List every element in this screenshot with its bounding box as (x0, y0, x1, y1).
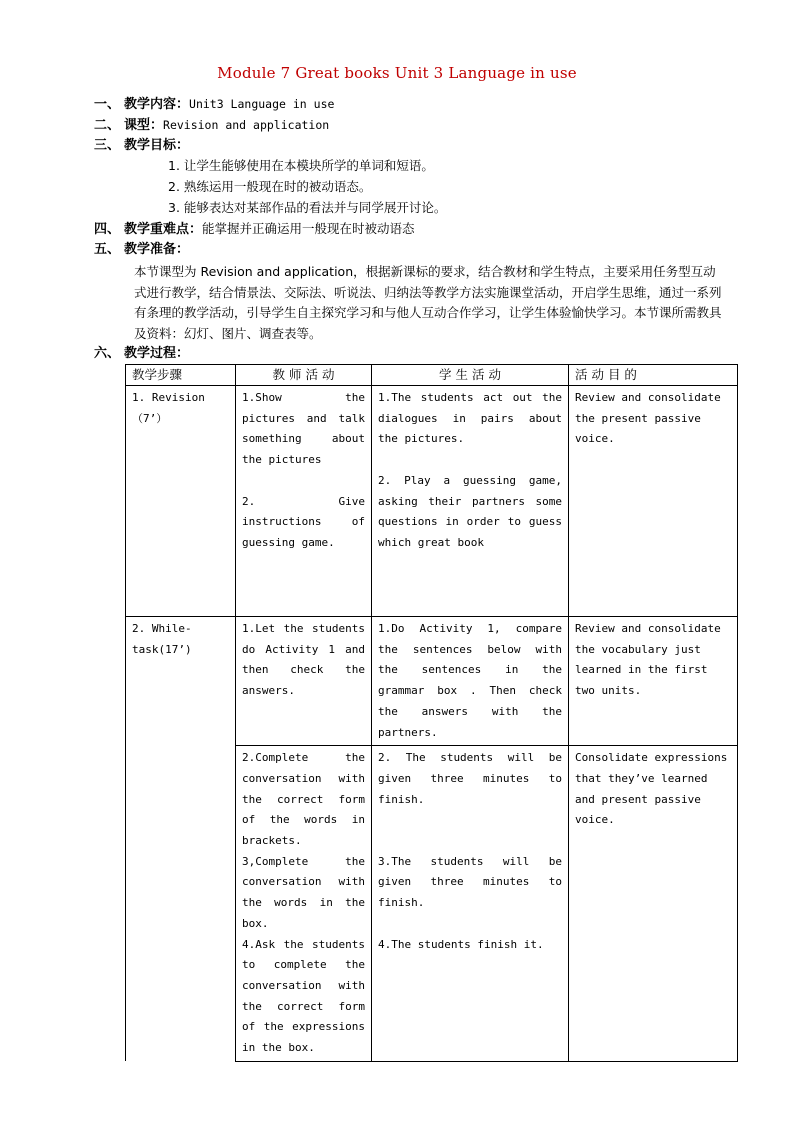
cell-purpose (569, 617, 738, 746)
student-activity: 1.The students act out the dialogues in pairs about the pictures. (378, 391, 562, 446)
purpose-text: Review and consolidate the present passive voice. (575, 391, 721, 446)
cell-purpose (569, 386, 738, 617)
cell-purpose (569, 746, 738, 1062)
section-number: 一、 (94, 97, 121, 112)
table-row (126, 617, 738, 746)
cell-student (372, 617, 569, 746)
goal-item: 1. 让学生能够使用在本模块所学的单词和短语。 (168, 158, 434, 173)
student-activity: 4.The students finish it. (378, 937, 544, 951)
purpose-text: Review and consolidate the vocabulary just learned in the first two units. (575, 622, 721, 698)
student-activity: 2. Play a guessing game, asking their partners some questions in order to guess which great book (378, 473, 562, 549)
section-label: 教学过程： (124, 346, 190, 361)
teacher-activity: 4.Ask the students to complete the conversation with the correct form of the expressions in the box. (242, 937, 365, 1055)
section-number: 二、 (94, 118, 121, 133)
goal-item: 2. 熟练运用一般现在时的被动语态。 (168, 179, 372, 194)
document-title: Module 7 Great books Unit 3 Language in use (217, 64, 577, 82)
section-value: Unit3 Language in use (189, 97, 335, 111)
section-label: 教学准备： (124, 242, 190, 257)
teacher-activity: 1.Show the pictures and talk something about the pictures (242, 391, 365, 467)
section-label: 教学重难点： (124, 222, 203, 237)
cell-teacher (236, 386, 372, 617)
teacher-activity: 2. Give instructions of guessing game. (242, 494, 365, 549)
section-label: 教学内容： (124, 97, 190, 112)
prep-paragraph: 本节课型为 Revision and application，根据新课标的要求，结合教材和学生特点，主要采用任务型互动式进行教学，结合情景法、交际法、听说法、归纳法等教学方法实施课堂活动，开启学生思维，通过一系列有条理的教学活动，引导学生自主探究学习和与他人互动合作学习，让学生体验愉快学习。本节课所需教具及资料：幻灯、图片、调查表等。 (134, 264, 722, 341)
teacher-activity: 3,Complete the conversation with the words in the box. (242, 854, 365, 930)
cell-step (126, 617, 236, 1062)
section-label: 教学目标： (124, 138, 190, 153)
header-teacher: 教 师 活 动 (236, 365, 372, 386)
section-prep (94, 240, 189, 260)
section-goals (94, 136, 189, 156)
section-value: 能掌握并正确运用一般现在时被动语态 (202, 221, 415, 236)
section-label: 课型： (124, 118, 164, 133)
section-number: 五、 (94, 242, 121, 257)
student-activity: 3.The students will be given three minutes to finish. (378, 854, 562, 910)
student-activity: 1.Do Activity 1, compare the sentences below with the sentences in the grammar box . Then check the answers with the partners. (378, 622, 562, 739)
step-text: 2. While-task(17’) (132, 622, 192, 656)
section-number: 三、 (94, 138, 121, 153)
table-row (126, 386, 738, 617)
cell-student (372, 386, 569, 617)
cell-step (126, 386, 236, 617)
goal-item: 3. 能够表达对某部作品的看法并与同学展开讨论。 (168, 200, 447, 215)
student-activity: 2. The students will be given three minutes to finish. (378, 751, 562, 806)
header-purpose: 活 动 目 的 (569, 365, 738, 386)
purpose-text: Consolidate expressions that they’ve learned and present passive voice. (575, 751, 728, 827)
section-content (94, 94, 334, 115)
cell-teacher (236, 617, 372, 746)
section-number: 四、 (94, 222, 121, 237)
teacher-activity: 1.Let the students do Activity 1 and then check the answers. (242, 622, 365, 698)
process-table (125, 364, 738, 1062)
section-focus (94, 219, 415, 240)
section-type (94, 115, 329, 136)
header-step: 教学步骤 (126, 365, 236, 386)
step-text: 1. Revision（7’） (132, 391, 205, 425)
section-process (94, 344, 189, 364)
teacher-activity: 2.Complete the conversation with the correct form of the words in brackets. (242, 751, 365, 848)
cell-student (372, 746, 569, 1062)
header-student: 学 生 活 动 (372, 365, 569, 386)
section-value: Revision and application (163, 118, 330, 132)
section-number: 六、 (94, 346, 121, 361)
table-header-row (126, 365, 738, 386)
cell-teacher (236, 746, 372, 1062)
